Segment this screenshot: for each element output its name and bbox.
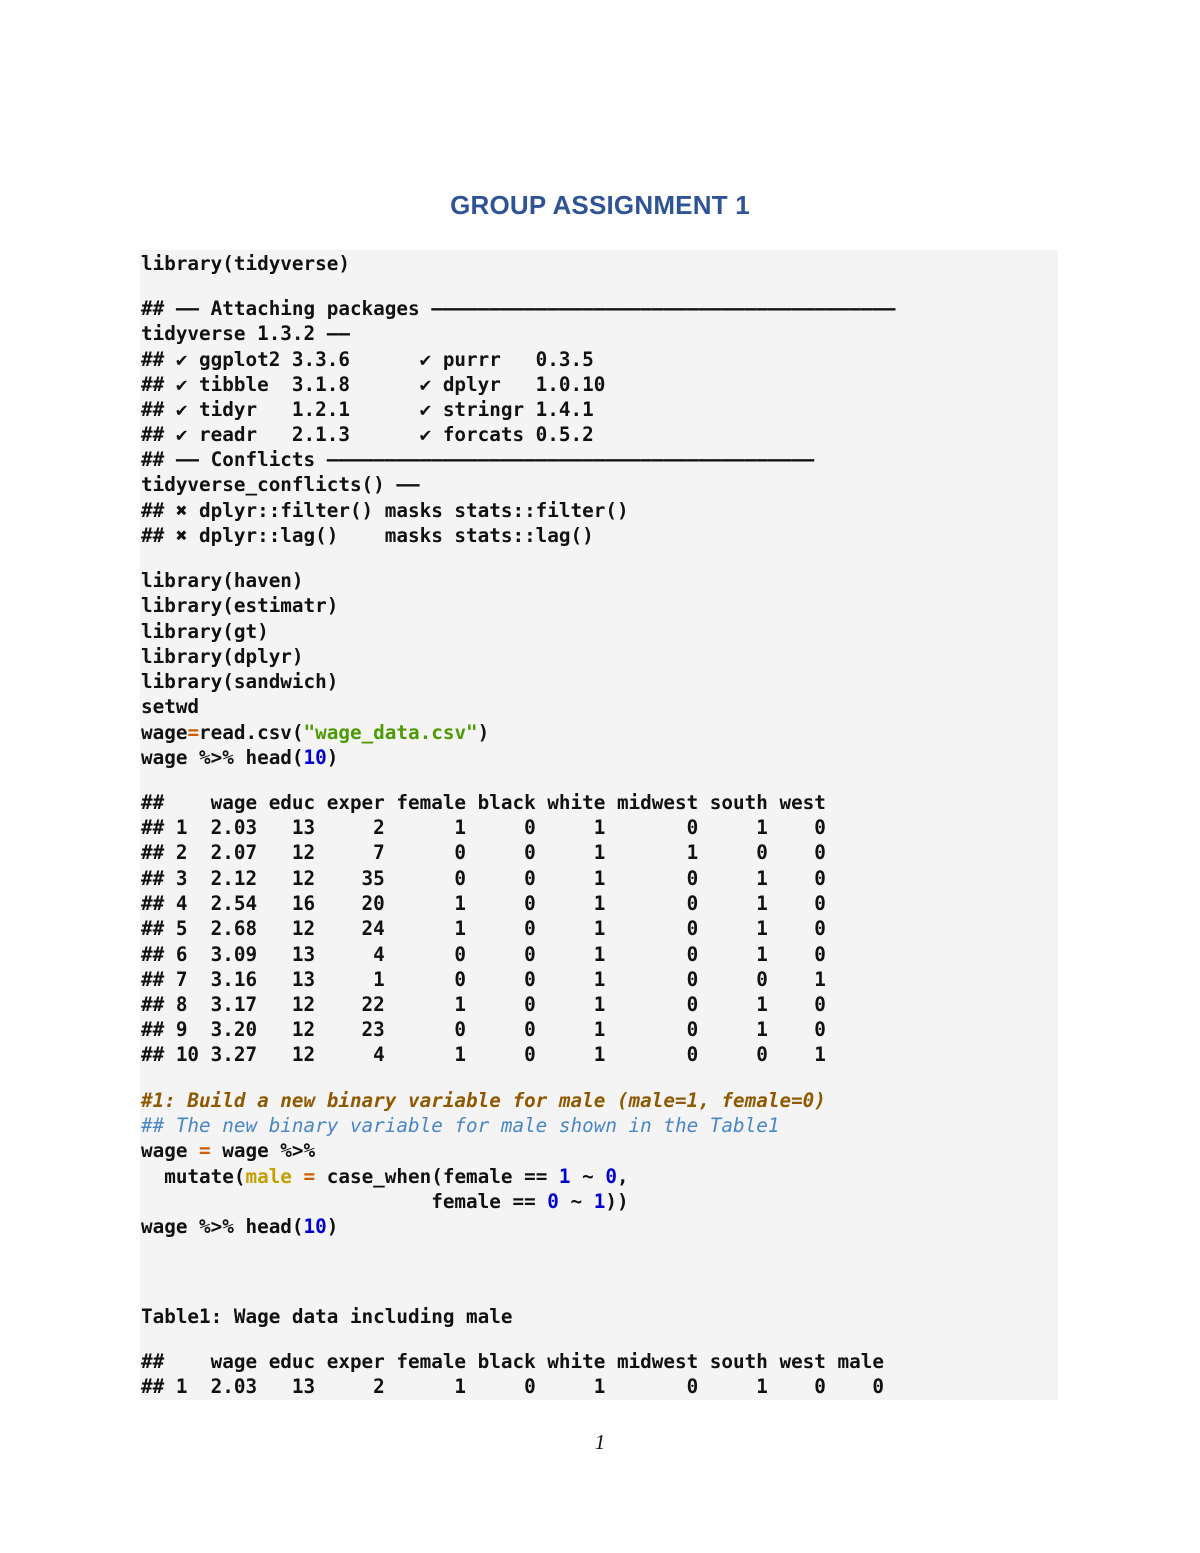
conflict-row: ## ✖ dplyr::lag() masks stats::lag() (141, 524, 594, 547)
conflicts-line: ## —— Conflicts —————————————————————————————————————————— (141, 448, 815, 471)
table-row: ## 5 2.68 12 24 1 0 1 0 1 0 (141, 917, 826, 940)
package-row: ## ✔ readr 2.1.3 ✔ forcats 0.5.2 (141, 423, 594, 446)
code-line-mutate: mutate(male = case_when(female == 1 ~ 0, (141, 1165, 629, 1188)
table-header: ## wage educ exper female black white midwest south west male (141, 1350, 884, 1373)
tidyverse-version-line: tidyverse 1.3.2 —— (141, 322, 350, 345)
code-line-library: library(estimatr) (141, 594, 339, 617)
attach-packages-line: ## —— Attaching packages ———————————————————————————————————————— (141, 297, 896, 320)
page-number: 1 (594, 1430, 606, 1454)
code-line-setwd: setwd (141, 695, 200, 718)
table-row: ## 1 2.03 13 2 1 0 1 0 1 0 (141, 816, 826, 839)
code-line-library: library(sandwich) (141, 670, 339, 693)
conflicts-fn-line: tidyverse_conflicts() —— (141, 473, 420, 496)
table-row: ## 3 2.12 12 35 0 0 1 0 1 0 (141, 867, 826, 890)
package-row: ## ✔ tibble 3.1.8 ✔ dplyr 1.0.10 (141, 373, 606, 396)
document-title: GROUP ASSIGNMENT 1 (450, 190, 750, 220)
code-line-library: library(gt) (141, 620, 269, 643)
table-row: ## 8 3.17 12 22 1 0 1 0 1 0 (141, 993, 826, 1016)
code-line-mutate-cont: female == 0 ~ 1)) (141, 1190, 629, 1213)
table-header: ## wage educ exper female black white midwest south west (141, 791, 826, 814)
package-row: ## ✔ tidyr 1.2.1 ✔ stringr 1.4.1 (141, 398, 594, 421)
table-row: ## 10 3.27 12 4 1 0 1 0 0 1 (141, 1043, 826, 1066)
code-line-head: wage %>% head(10) (141, 746, 339, 769)
code-line-library: library(dplyr) (141, 645, 304, 668)
table-row: ## 2 2.07 12 7 0 0 1 1 0 0 (141, 841, 826, 864)
package-row: ## ✔ ggplot2 3.3.6 ✔ purrr 0.3.5 (141, 348, 594, 371)
table-row: ## 4 2.54 16 20 1 0 1 0 1 0 (141, 892, 826, 915)
code-line-library: library(haven) (141, 569, 304, 592)
code-line-read-csv: wage=read.csv("wage_data.csv") (141, 721, 490, 744)
table-row: ## 9 3.20 12 23 0 0 1 0 1 0 (141, 1018, 826, 1041)
code-line-assign: wage = wage %>% (141, 1139, 316, 1162)
conflict-row: ## ✖ dplyr::filter() masks stats::filter() (141, 499, 629, 522)
comment-note: ## The new binary variable for male shown in the Table1 (141, 1114, 780, 1137)
table-row: ## 6 3.09 13 4 0 0 1 0 1 0 (141, 943, 826, 966)
comment-task-heading: #1: Build a new binary variable for male (male=1, female=0) (141, 1089, 826, 1112)
code-line-head: wage %>% head(10) (141, 1215, 339, 1238)
table-row: ## 1 2.03 13 2 1 0 1 0 1 0 0 (141, 1375, 884, 1398)
code-line-library-tidyverse: library(tidyverse) (141, 252, 350, 275)
table-row: ## 7 3.16 13 1 0 0 1 0 0 1 (141, 968, 826, 991)
table-caption: Table1: Wage data including male (141, 1305, 513, 1328)
